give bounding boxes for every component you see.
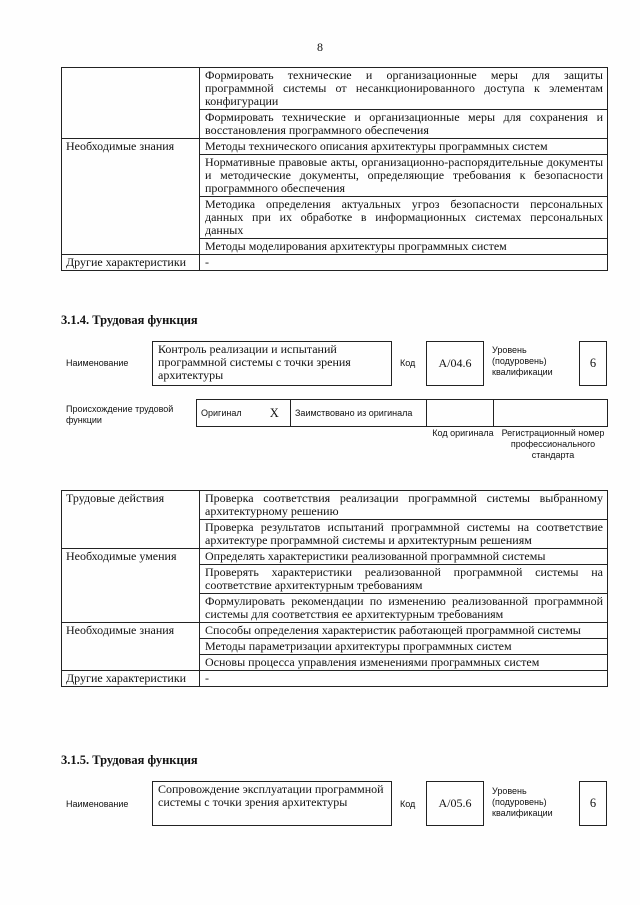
table-row: [62, 491, 608, 520]
table-row: [62, 549, 608, 565]
section-title-314: 3.1.4. Трудовая функция: [61, 313, 198, 327]
table-continuation: [61, 67, 608, 271]
name-value-315: Сопровождение эксплуатации программной системы с точки зрения архитектуры: [152, 781, 392, 826]
row-text: Методы параметризации архитектуры программных систем: [200, 639, 608, 655]
row-label: Необходимые знания: [62, 139, 200, 255]
row-label: Необходимые знания: [62, 623, 200, 671]
table-row: [62, 139, 608, 155]
row-text: Формулировать рекомендации по изменению реализованной программной системы для соответствия ее архитектурным требованиям: [200, 594, 608, 623]
row-text: Основы процесса управления изменениями программных систем: [200, 655, 608, 671]
row-text: Методы моделирования архитектуры программных систем: [200, 239, 608, 255]
table-row: [62, 68, 608, 110]
row-label: [62, 68, 200, 139]
table-row: [62, 671, 608, 687]
row-text: Нормативные правовые акты, организационно-распорядительные документы и методические документы, определяющие требования к безопасности программного обеспечения: [200, 155, 608, 197]
row-text: Методика определения актуальных угроз безопасности персональных данных при их обработке в информационных системах персональных данных: [200, 197, 608, 239]
row-text: Проверка соответствия реализации программной системы выбранному архитектурному решению: [200, 491, 608, 520]
level-label-314: Уровень (подуровень) квалификации: [492, 345, 553, 377]
row-label: Необходимые умения: [62, 549, 200, 623]
row-label: Другие характеристики: [62, 671, 200, 687]
table-314: [61, 490, 608, 687]
section-title-315: 3.1.5. Трудовая функция: [61, 753, 198, 767]
row-text: Проверка результатов испытаний программной системы на соответствие архитектуре программной системы и архитектурным решениям: [200, 520, 608, 549]
name-value-314: Контроль реализации и испытаний программной системы с точки зрения архитектуры: [152, 341, 392, 386]
level-value-315: 6: [579, 781, 607, 826]
row-label: Трудовые действия: [62, 491, 200, 549]
table-row: [62, 255, 608, 271]
code-label-315: Код: [400, 799, 416, 809]
origin-reg-caption: Регистрационный номер профессионального стандарта: [501, 428, 605, 460]
row-text: Методы технического описания архитектуры программных систем: [200, 139, 608, 155]
code-label-314: Код: [400, 358, 416, 368]
code-value-315: A/05.6: [426, 781, 484, 826]
row-text: Формировать технические и организационные меры для защиты программной системы от несанкционированного доступа к элементам конфигурации: [200, 68, 608, 110]
row-text: Способы определения характеристик работающей программной системы: [200, 623, 608, 639]
row-label: Другие характеристики: [62, 255, 200, 271]
origin-code-cell: [427, 400, 494, 427]
row-text: Проверять характеристики реализованной программной системы на соответствие архитектурным требованиям: [200, 565, 608, 594]
row-text: Формировать технические и организационные меры для сохранения и восстановления программного обеспечения: [200, 110, 608, 139]
origin-mark: X: [259, 400, 291, 427]
name-label-314: Наименование: [66, 358, 129, 368]
level-value-314: 6: [579, 341, 607, 386]
row-text: -: [200, 671, 608, 687]
table-row: [197, 400, 608, 427]
origin-code-caption: Код оригинала: [432, 428, 494, 438]
row-text: Определять характеристики реализованной программной системы: [200, 549, 608, 565]
row-text: -: [200, 255, 608, 271]
name-label-315: Наименование: [66, 799, 129, 809]
origin-table: [196, 399, 608, 427]
origin-borrowed-label: Заимствовано из оригинала: [291, 400, 427, 427]
origin-original-label: Оригинал: [197, 400, 259, 427]
table-row: [62, 623, 608, 639]
level-label-315: Уровень (подуровень) квалификации: [492, 786, 553, 818]
code-value-314: A/04.6: [426, 341, 484, 386]
origin-label: Происхождение трудовой функции: [66, 404, 174, 425]
page-number: 8: [317, 40, 323, 54]
origin-reg-cell: [494, 400, 608, 427]
